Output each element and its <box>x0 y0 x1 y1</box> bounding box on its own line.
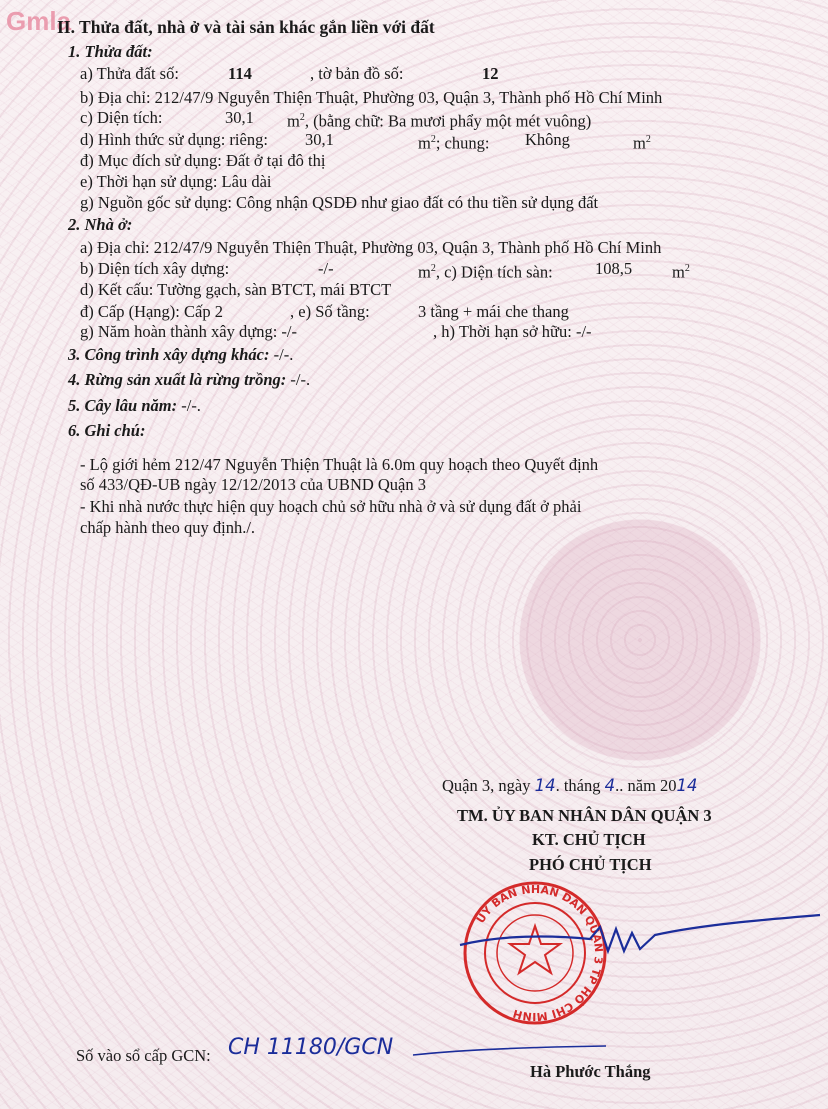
land-heading: 1. Thửa đất: <box>68 42 153 61</box>
note-line-2: số 433/QĐ-UB ngày 12/12/2013 của UBND Quận 3 <box>80 475 427 494</box>
handwritten-signature-icon <box>440 905 825 985</box>
land-use-form-label: d) Hình thức sử dụng: riêng: <box>80 130 268 149</box>
issue-date: Quận 3, ngày 14. tháng 4.. năm 2014 <box>442 776 698 795</box>
land-address: b) Địa chỉ: 212/47/9 Nguyễn Thiện Thuật, Phường 03, Quận 3, Thành phố Hồ Chí Minh <box>80 88 663 107</box>
registry-number: CH 11180/GCN <box>228 1035 394 1060</box>
land-map-label: , tờ bản đồ số: <box>310 64 404 83</box>
land-shared-area: Không <box>525 130 570 149</box>
perennial-trees: 5. Cây lâu năm: -/-. <box>68 396 201 415</box>
land-purpose: đ) Mục đích sử dụng: Đất ở tại đô thị <box>80 151 326 170</box>
land-private-area: 30,1 <box>305 130 334 149</box>
land-shared-label: $m^2$; chung: <box>418 133 490 153</box>
land-term: e) Thời hạn sử dụng: Lâu dài <box>80 172 272 191</box>
land-area-text: $m^2$, (bằng chữ: Ba mươi phẩy một mét vuông) <box>287 111 592 131</box>
house-build-area-label: b) Diện tích xây dựng: <box>80 259 230 278</box>
house-completion-year: g) Năm hoàn thành xây dựng: -/- <box>80 322 297 341</box>
house-floors-value: 3 tầng + mái che thang <box>418 302 569 321</box>
land-parcel-number: 114 <box>228 64 252 83</box>
house-floor-area-value: 108,5 <box>595 259 633 278</box>
other-construction: 3. Công trình xây dựng khác: -/-. <box>68 345 294 364</box>
seal-ring-text: ỦY BAN NHÂN DÂN QUẬN 3 TP HỒ CHÍ MINH <box>473 882 606 1024</box>
signer-name: Hà Phước Thắng <box>530 1062 651 1081</box>
house-floor-area-unit: $m^2$ <box>672 262 690 282</box>
house-floors-label: , e) Số tầng: <box>290 302 370 321</box>
issue-year: 14 <box>676 776 698 795</box>
issue-month: 4 <box>604 776 616 795</box>
watermark-logo: Gmla <box>6 6 72 36</box>
house-structure: d) Kết cấu: Tường gạch, sàn BTCT, mái BTCT <box>80 280 392 299</box>
issuing-org: TM. ỦY BAN NHÂN DÂN QUẬN 3 <box>457 806 712 825</box>
house-ownership-term: , h) Thời hạn sở hữu: -/- <box>433 322 592 341</box>
land-origin: g) Nguồn gốc sử dụng: Công nhận QSDĐ như giao đất có thu tiền sử dụng đất <box>80 193 599 212</box>
registry-label: Số vào sổ cấp GCN: <box>76 1046 211 1065</box>
note-line-1: - Lộ giới hẻm 212/47 Nguyễn Thiện Thuật là 6.0m quy hoạch theo Quyết định <box>80 455 599 474</box>
production-forest: 4. Rừng sản xuất là rừng trồng: -/-. <box>68 370 311 389</box>
signer-title-1: KT. CHỦ TỊCH <box>532 830 646 849</box>
issue-day: 14 <box>534 776 556 795</box>
house-floor-area-label: $m^2$, c) Diện tích sàn: <box>418 262 553 282</box>
notes-heading: 6. Ghi chú: <box>68 421 146 440</box>
signer-title-2: PHÓ CHỦ TỊCH <box>529 855 652 874</box>
land-parcel-label: a) Thửa đất số: <box>80 64 179 83</box>
note-line-3: - Khi nhà nước thực hiện quy hoạch chủ sở hữu nhà ở và sử dụng đất ở phải <box>80 497 582 516</box>
land-shared-unit: $m^2$ <box>633 133 651 153</box>
land-area-label: c) Diện tích: <box>80 108 163 127</box>
note-line-4: chấp hành theo quy định./. <box>80 518 256 537</box>
house-address: a) Địa chỉ: 212/47/9 Nguyễn Thiện Thuật, Phường 03, Quận 3, Thành phố Hồ Chí Minh <box>80 238 662 257</box>
section-title: II. Thửa đất, nhà ở và tài sản khác gắn liền với đất <box>57 17 435 37</box>
land-map-number: 12 <box>482 64 499 83</box>
house-build-area-value: -/- <box>318 259 334 278</box>
land-area-value: 30,1 <box>225 108 254 127</box>
house-heading: 2. Nhà ở: <box>68 215 133 234</box>
house-grade: đ) Cấp (Hạng): Cấp 2 <box>80 302 223 321</box>
